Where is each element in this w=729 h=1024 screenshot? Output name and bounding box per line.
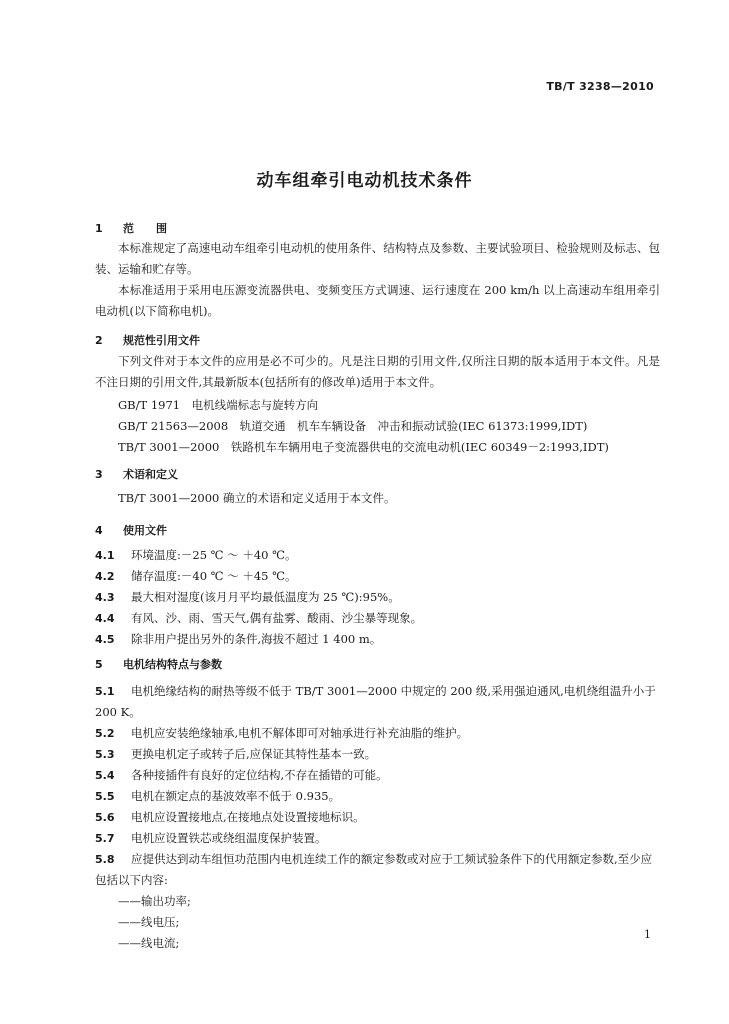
list-item [95,545,660,566]
section-1-para-2: 本标准适用于采用电压源变流器供电、变频变压方式调速、运行速度在 200 km/h 以上高速动车组用牵引电动机(以下简称电机)。 [95,283,660,318]
page-number: 1 [644,928,651,941]
item-text: 电机应设置铁芯或绕组温度保护装置。 [131,831,327,845]
item-number: 4.1 [95,549,115,562]
item-text: 电机绝缘结构的耐热等级不低于 TB/T 3001—2000 中规定的 200 级,采用强迫通风,电机绕组温升小于 200 K。 [95,684,656,719]
item-text: 电机应安装绝缘轴承,电机不解体即可对轴承进行补充油脂的维护。 [131,726,469,740]
item-number: 4.2 [95,570,115,583]
section-3-para: TB/T 3001—2000 确立的术语和定义适用于本文件。 [118,491,396,505]
item-text: 环境温度:－25 ℃ ～ ＋40 ℃。 [131,548,297,562]
section-number: 2 [95,334,103,347]
section-1-para-1: 本标准规定了高速电动车组牵引电动机的使用条件、结构特点及参数、主要试验项目、检验规则及标志、包装、运输和贮存等。 [95,241,660,276]
item-number: 5.3 [95,748,115,761]
list-item [95,849,660,891]
list-item [95,765,660,786]
item-text: 各种接插件有良好的定位结构,不存在插错的可能。 [131,768,388,782]
list-item [95,681,660,723]
item-number: 4.4 [95,612,115,625]
item-text: 除非用户提出另外的条件,海拔不超过 1 400 m。 [131,632,382,646]
item-text: 最大相对湿度(该月月平均最低温度为 25 ℃):95%。 [131,590,400,604]
list-item [95,786,660,807]
item-number: 5.6 [95,811,115,824]
standard-code: TB/T 3238—2010 [546,80,654,93]
item-text: 电机在额定点的基波效率不低于 0.935。 [131,789,341,803]
document-title: 动车组牵引电动机技术条件 [256,171,473,191]
list-item [95,828,660,849]
list-item [95,744,660,765]
section-title: 电机结构特点与参数 [123,658,222,671]
section-5-heading [95,656,660,672]
sub-list-item: ——线电压; [118,915,180,929]
section-number: 3 [95,468,103,481]
sub-list-item: ——线电流; [118,936,180,950]
item-number: 5.4 [95,769,115,782]
item-number: 5.2 [95,727,115,740]
section-number: 4 [95,524,103,537]
item-number: 5.8 [95,853,115,866]
sub-list-item: ——输出功率; [118,894,191,908]
section-title: 范 围 [123,222,167,235]
section-number: 1 [95,222,103,235]
section-number: 5 [95,658,103,671]
list-item [95,807,660,828]
section-title: 规范性引用文件 [123,334,200,347]
list-item [95,608,660,629]
item-number: 4.3 [95,591,115,604]
section-title: 术语和定义 [123,468,178,481]
list-item [95,723,660,744]
section-2-heading [95,332,660,348]
item-number: 5.7 [95,832,115,845]
section-4-heading [95,522,660,538]
item-text: 有风、沙、雨、雪天气,偶有盐雾、酸雨、沙尘暴等现象。 [131,611,423,625]
section-title: 使用文件 [123,524,167,537]
section-2-para: 下列文件对于本文件的应用是必不可少的。凡是注日期的引用文件,仅所注日期的版本适用于本文件。凡是不注日期的引用文件,其最新版本(包括所有的修改单)适用于本文件。 [95,354,660,389]
item-text: 储存温度:－40 ℃ ～ ＋45 ℃。 [131,569,297,583]
item-text: 电机应设置接地点,在接地点处设置接地标识。 [131,810,365,824]
item-text: 更换电机定子或转子后,应保证其特性基本一致。 [131,747,377,761]
item-text: 应提供达到动车组恒功范围内电机连续工作的额定参数或对应于工频试验条件下的代用额定参数,至少应包括以下内容: [95,852,653,887]
section-1-heading [95,220,660,236]
reference-item: GB/T 21563—2008 轨道交通 机车车辆设备 冲击和振动试验(IEC 61373:1999,IDT) [118,419,588,433]
reference-item: GB/T 1971 电机线端标志与旋转方向 [118,398,319,412]
item-number: 5.5 [95,790,115,803]
list-item [95,587,660,608]
list-item [95,566,660,587]
item-number: 5.1 [95,685,115,698]
list-item [95,629,660,650]
section-3-heading [95,466,660,482]
item-number: 4.5 [95,633,115,646]
reference-item: TB/T 3001—2000 铁路机车车辆用电子变流器供电的交流电动机(IEC 60349－2:1993,IDT) [118,440,609,454]
